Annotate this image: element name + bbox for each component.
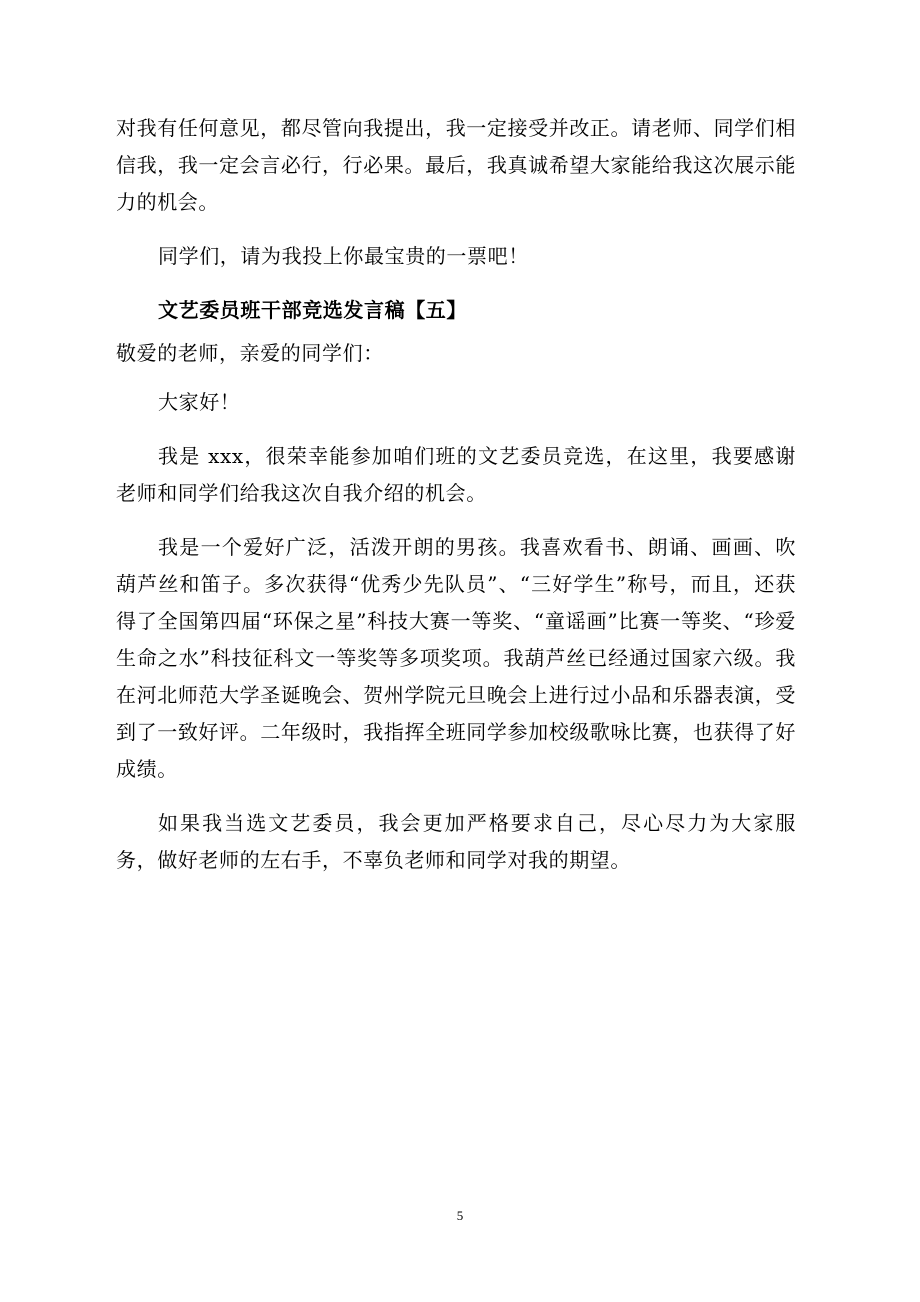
section-heading: 文艺委员班干部竞选发言稿【五】 xyxy=(158,298,467,322)
document-body xyxy=(116,110,796,879)
paragraph-vote-appeal: 同学们，请为我投上你最宝贵的一票吧！ xyxy=(158,244,529,268)
paragraph-introduction: 我是 xxx，很荣幸能参加咱们班的文艺委员竞选，在这里，我要感谢老师和同学们给我这次自我介绍的机会。 xyxy=(116,444,796,505)
salutation: 敬爱的老师，亲爱的同学们： xyxy=(116,341,384,365)
paragraph-closing-remarks: 对我有任何意见，都尽管向我提出，我一定接受并改正。请老师、同学们相信我，我一定会言必行，行必果。最后，我真诚希望大家能给我这次展示能力的机会。 xyxy=(116,116,796,214)
paragraph-commitment: 如果我当选文艺委员，我会更加严格要求自己，尽心尽力为大家服务，做好老师的左右手，不辜负老师和同学对我的期望。 xyxy=(116,811,796,872)
page-number: 5 xyxy=(456,1208,464,1223)
greeting: 大家好！ xyxy=(158,390,241,414)
paragraph-hobbies-awards: 我是一个爱好广泛，活泼开朗的男孩。我喜欢看书、朗诵、画画、吹葫芦丝和笛子。多次获得“优秀少先队员”、“三好学生”称号，而且，还获得了全国第四届“环保之星”科技大赛一等奖、“童谣画”比赛一等奖、“珍爱生命之水”科技征科文一等奖等多项奖项。我葫芦丝已经通过国家六级。我在河北师范大学圣诞晚会、贺州学院元旦晚会上进行过小品和乐器表演，受到了一致好评。二年级时，我指挥全班同学参加校级歌咏比赛，也获得了好成绩。 xyxy=(116,535,796,781)
